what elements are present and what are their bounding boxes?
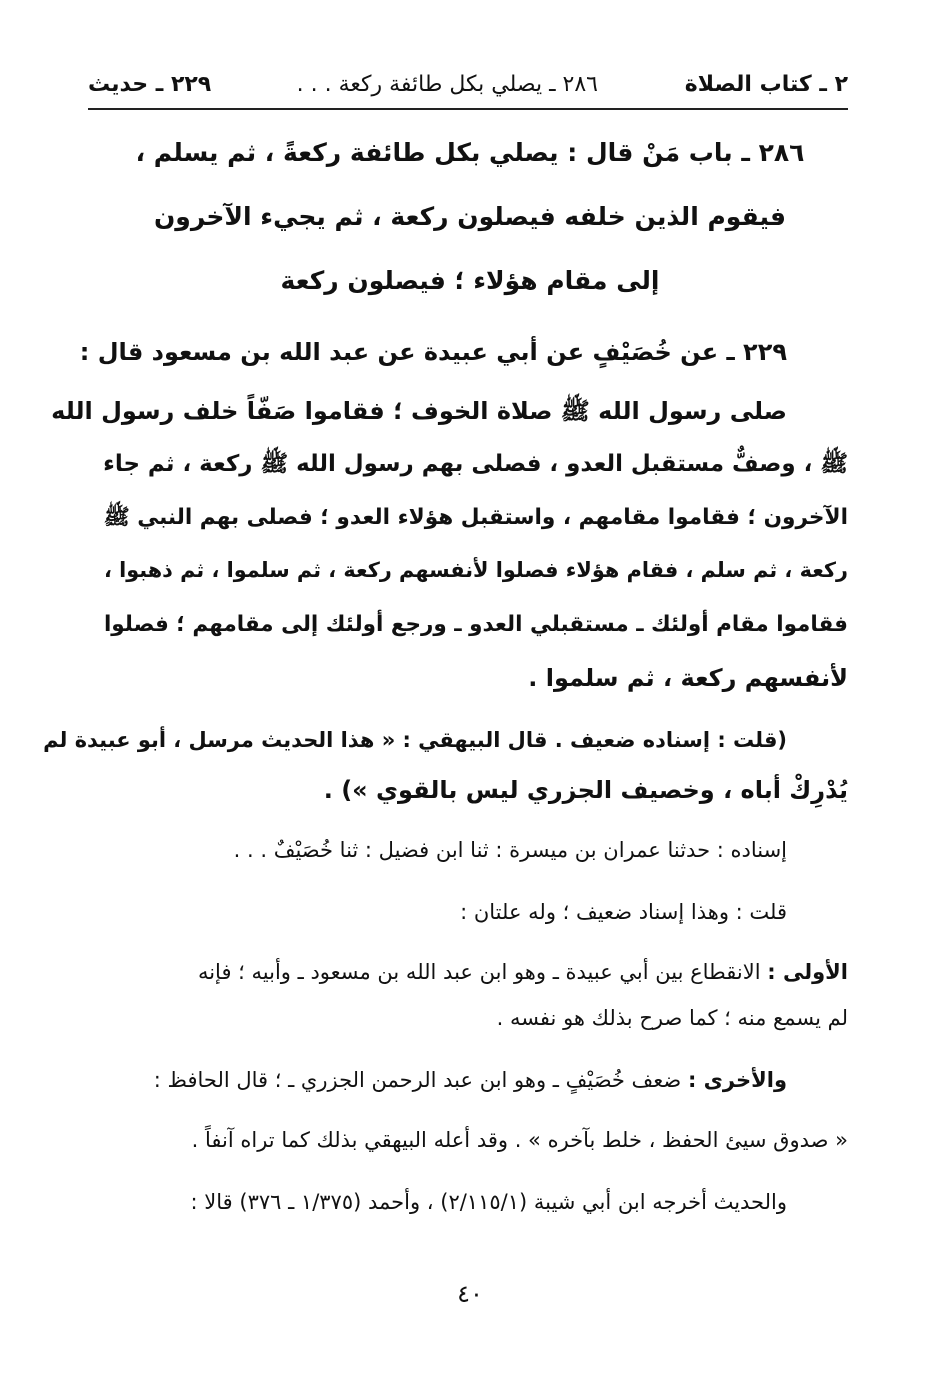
chapter-title-line: إلى مقام هؤلاء ؛ فيصلون ركعة	[280, 266, 660, 295]
hadith-text-line: الآخرون ؛ فقاموا مقامهم ، واستقبل هؤلاء العدو ؛ فصلى بهم النبي ﷺ	[103, 505, 848, 530]
hadith-text-line: لأنفسهم ركعة ، ثم سلموا .	[528, 664, 848, 692]
hadith-text-line: ركعة ، ثم سلم ، فقام هؤلاء فصلوا لأنفسهم ركعة ، ثم سلموا ، ثم ذهبوا ،	[103, 558, 848, 582]
first-defect-line: لم يسمع منه ؛ كما صرح بذلك هو نفسه .	[496, 1006, 848, 1030]
second-defect-line	[154, 1068, 787, 1092]
second-defect-label: والأخرى :	[687, 1068, 787, 1092]
header-rule	[88, 108, 848, 110]
page-number: ٤٠	[457, 1280, 483, 1308]
editor-note-line: (قلت : إسناده ضعيف . قال البيهقي : « هذا الحديث مرسل ، أبو عبيدة لم	[43, 728, 787, 752]
first-defect-label: الأولى :	[767, 960, 848, 984]
header-hadith-number: ٢٢٩ ـ حديث	[88, 72, 212, 97]
header-chapter-title: ٢٨٦ ـ يصلي بكل طائفة ركعة . . .	[296, 72, 598, 97]
hadith-text-line: صلى رسول الله ﷺ صلاة الخوف ؛ فقاموا صَفّاً خلف رسول الله	[51, 397, 787, 425]
hadith-text-line: فقاموا مقام أولئك ـ مستقبلي العدو ـ ورجع أولئك إلى مقامهم ؛ فصلوا	[103, 612, 848, 637]
second-defect-text: ضعف خُصَيْفٍ ـ وهو ابن عبد الرحمن الجزري ـ ؛ قال الحافظ :	[153, 1068, 682, 1092]
first-defect-text: الانقطاع بين أبي عبيدة ـ وهو ابن عبد الله بن مسعود ـ وأبيه ؛ فإنه	[197, 960, 761, 984]
first-defect-line	[198, 960, 848, 984]
chapter-title-line: ٢٨٦ ـ باب مَنْ قال : يصلي بكل طائفة ركعةً ، ثم يسلم ،	[135, 138, 805, 167]
running-header	[88, 68, 848, 102]
hadith-isnad-line: ٢٢٩ ـ عن خُصَيْفٍ عن أبي عبيدة عن عبد الله بن مسعود قال :	[79, 338, 787, 366]
header-book-title: ٢ ـ كتاب الصلاة	[684, 72, 848, 97]
commentary-intro: قلت : وهذا إسناد ضعيف ؛ وله علتان :	[460, 900, 787, 924]
chapter-title-line: فيقوم الذين خلفه فيصلون ركعة ، ثم يجيء الآخرون	[153, 202, 787, 231]
hadith-text-line: ﷺ ، وصفٌّ مستقبل العدو ، فصلى بهم رسول الله ﷺ ركعة ، ثم جاء	[103, 451, 848, 477]
editor-note-line: يُدْرِكْ أباه ، وخصيف الجزري ليس بالقوي ») .	[323, 776, 848, 804]
takhrij-line: والحديث أخرجه ابن أبي شيبة (٢/١١٥/١) ، وأحمد (١/٣٧٥ ـ ٣٧٦) قالا :	[190, 1190, 787, 1214]
hafiz-quote-line: « صدوق سيئ الحفظ ، خلط بآخره » . وقد أعله البيهقي بذلك كما تراه آنفاً .	[191, 1128, 848, 1152]
isnad-line: إسناده : حدثنا عمران بن ميسرة : ثنا ابن فضيل : ثنا خُصَيْفٌ . . .	[233, 838, 787, 862]
